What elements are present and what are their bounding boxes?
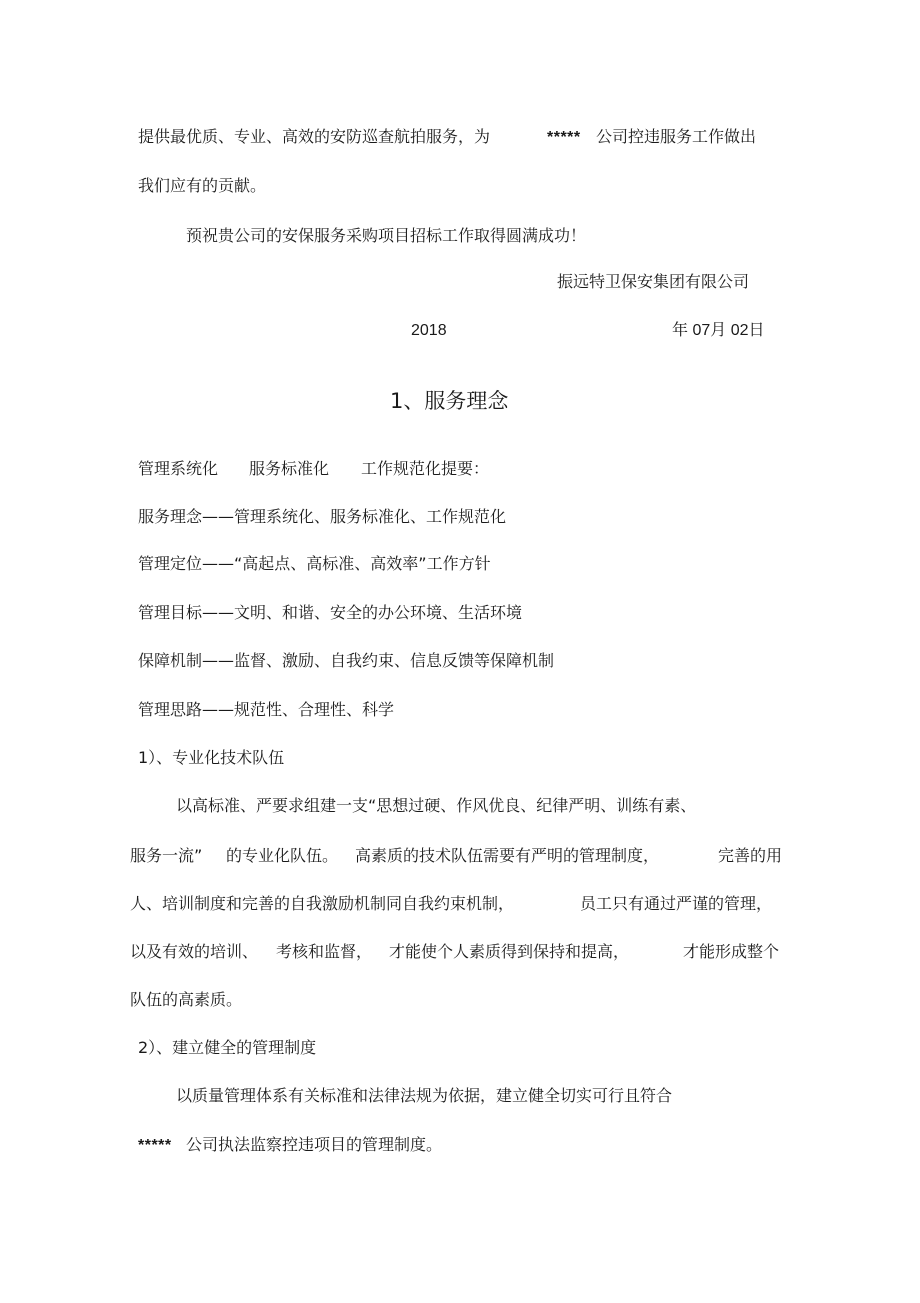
sub1-para-line4-b: 考核和监督， (276, 942, 373, 961)
section-title: 1、服务理念 (390, 389, 509, 413)
sub2-para-line2-b: 公司执法监察控违项目的管理制度。 (186, 1135, 443, 1154)
sub1-para-line2-b: 的专业化队伍。 (226, 846, 339, 865)
subsection-2-title: 2）、建立健全的管理制度 (138, 1038, 317, 1057)
sub1-para-line2-c: 高素质的技术队伍需要有严明的管理制度， (355, 846, 660, 865)
para1-line1-end: 公司控违服务工作做出 (596, 127, 757, 146)
sub1-para-line1: 以高标准、严要求组建一支“思想过硬、作风优良、纪律严明、训练有素、 (176, 796, 697, 815)
sub1-para-line3-a: 人、培训制度和完善的自我激励机制同自我约束机制， (130, 894, 515, 913)
concept-item: 管理思路——规范性、合理性、科学 (138, 700, 395, 719)
signature-date: 年 07月 02日 (672, 322, 765, 339)
redacted-company-stars: ***** (138, 1137, 172, 1154)
sub2-para-line1: 以质量管理体系有关标准和法律法规为依据，建立健全切实可行且符合 (176, 1086, 673, 1105)
sub1-para-line3-b: 员工只有通过严谨的管理， (580, 894, 773, 913)
concept-heading-2: 服务标准化 (249, 459, 330, 478)
concept-item: 服务理念——管理系统化、服务标准化、工作规范化 (138, 507, 507, 526)
concept-item: 管理定位——“高起点、高标准、高效率”工作方针 (138, 554, 491, 573)
concept-item: 保障机制——监督、激励、自我约束、信息反馈等保障机制 (138, 651, 555, 670)
signature-company: 振远特卫保安集团有限公司 (557, 272, 750, 291)
sub1-para-line4-c: 才能使个人素质得到保持和提高， (389, 942, 630, 961)
subsection-1-title: 1）、专业化技术队伍 (138, 748, 285, 767)
para1-line2: 我们应有的贡献。 (138, 176, 267, 195)
redacted-company-stars: ***** (547, 129, 581, 146)
concept-heading-1: 管理系统化 (138, 459, 219, 478)
signature-year: 2018 (411, 322, 447, 339)
para1-line1-text: 提供最优质、专业、高效的安防巡查航拍服务，为 (138, 127, 491, 146)
sub1-para-line5: 队伍的高素质。 (130, 990, 243, 1009)
concept-item: 管理目标——文明、和谐、安全的办公环境、生活环境 (138, 603, 523, 622)
sub1-para-line2-a: 服务一流” (130, 846, 203, 865)
sub1-para-line4-a: 以及有效的培训、 (130, 942, 259, 961)
wish-text: 预祝贵公司的安保服务采购项目招标工作取得圆满成功！ (186, 226, 587, 245)
sub1-para-line4-d: 才能形成整个 (683, 942, 780, 961)
concept-heading-3: 工作规范化提要： (361, 459, 490, 478)
sub1-para-line2-d: 完善的用 (718, 846, 783, 865)
